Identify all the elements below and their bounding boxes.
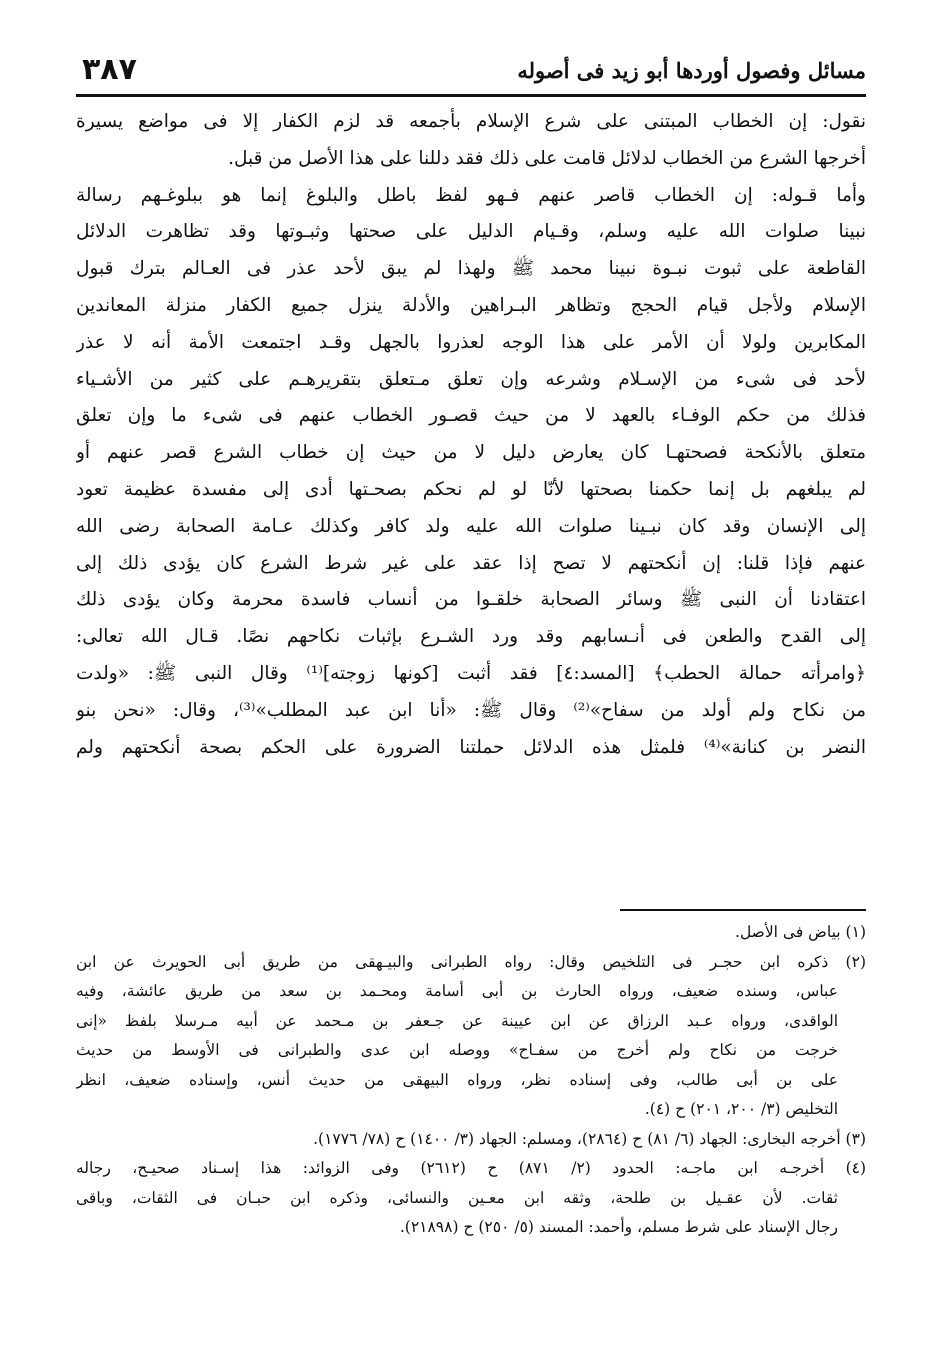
footnote-line: (٣) أخرجه البخارى: الجهاد (٦/ ٨١) ح (٢٨٦٤)، ومسلم: الجهاد (٣/ ١٤٠٠) ح (٧٨/ ١٧٧٦). bbox=[313, 1129, 866, 1148]
body-text-line: عنهم فإذا قلنا: إن أنكحتهم لا تصح إذا عقد على غير شرط الشرع كان يؤدى ذلك إلى bbox=[76, 552, 866, 574]
body-text-line: فذلك من حكم الوفـاء بالعهد لا من حيث قصـور الخطاب عنهم فى شىء ما وإن تعلق bbox=[76, 405, 866, 427]
main-text bbox=[76, 104, 866, 766]
body-text-line: لأحد فى شىء من الإسـلام وشرعه وإن تعلق مـتعلق بتقريرهـم على كثير من الأشـياء bbox=[76, 368, 866, 390]
footnote-line: (٢) ذكره ابن حجـر فى التلخيص وقال: رواه الطبرانى والبيـهقى من طريق أبى الحويرث عن ابن bbox=[76, 952, 866, 971]
body-text-line: نقول: إن الخطاب المبتنى على شرع الإسلام بأجمعه قد لزم الكفار إلا فى مواضع يسيرة bbox=[76, 111, 866, 132]
body-text-line: من نكاح ولم أولد من سفاح»⁽²⁾ وقال ﷺ: «أنا ابن عبد المطلب»⁽³⁾، وقال: «نحن بنو bbox=[76, 699, 866, 721]
body-text-line: الإسلام ولأجل قيام الحجج وتظاهر البـراهين والأدلة ينزل جميع الكفار منزلة المعاندين bbox=[76, 294, 866, 316]
footnote-line: رجال الإسناد على شرط مسلم، وأحمد: المسند (٥/ ٢٥٠) ح (٢١٨٩٨). bbox=[399, 1218, 838, 1236]
body-text-line: متعلق بالأنكحة فصحتهـا كان يعارض دليل لا من حيث إن خطاب الشرع قصر عنهم أو bbox=[76, 442, 866, 464]
running-title: مسائل وفصول أوردها أبو زيد فى أصوله bbox=[517, 58, 866, 83]
footnote-separator bbox=[620, 909, 866, 911]
footnotes bbox=[76, 918, 866, 1243]
body-text-line: ﴿وامرأته حمالة الحطب﴾ [المسد:٤] فقد أثبت [كونها زوجته]⁽¹⁾ وقال النبى ﷺ: «ولدت bbox=[76, 662, 866, 684]
footnote-line: التخليص (٣/ ٢٠٠، ٢٠١) ح (٤). bbox=[644, 1100, 838, 1118]
footnote-line: (٤) أخرجـه ابن ماجـه: الحدود (٢/ ٨٧١) ح (٢٦١٢) وفى الزوائد: هذا إسـناد صحيـح، رجاله bbox=[76, 1159, 866, 1177]
footnote-line: على بن أبى طالب، وفى إسناده نظر، ورواه البيهقى من حديث أنس، وإسناده ضعيف، انظر bbox=[76, 1070, 838, 1089]
body-text-line: القاطعة على ثبوت نبـوة نبينا محمد ﷺ ولهذا لم يبق لأحد عذر فى العـالم بترك قبول bbox=[76, 258, 866, 280]
footnote-line: الواقدى، ورواه عـبد الرزاق عن ابن عيينة عن جـعفر بن مـحمد عن أبيه مـرسلا بلفظ «إنى bbox=[76, 1011, 838, 1030]
body-text-line: لم يبلغهم بل إنما حكمنا بصحتها لأنّا لو لم نحكم بصحـتها أدى إلى مفسدة عظيمة تعود bbox=[76, 478, 866, 500]
body-text-line: أخرجها الشرع من الخطاب لدلائل قامت على ذلك فقد دللنا على هذا الأصل من قبل. bbox=[228, 147, 866, 169]
footnote-line: ثقات. لأن عقـيل بن طلحة، وثقه ابن معـين والنسائى، وذكره ابن حبـان فى الثقات، وباقى bbox=[76, 1188, 838, 1207]
body-text-line: اعتقادنا أن النبى ﷺ وسائر الصحابة خلقـوا من أنساب فاسدة محرمة وكان يؤدى ذلك bbox=[76, 589, 866, 611]
footnote-line: خرجت من نكاح ولم أخرج من سفـاح» ووصله ابن عدى والطبرانى فى الأوسط من حديث bbox=[76, 1041, 838, 1059]
body-text-line: النضر بن كنانة»⁽⁴⁾ فلمثل هذه الدلائل حملتنا الضرورة على الحكم بصحة أنكحتهم ولم bbox=[76, 736, 866, 758]
page-header bbox=[76, 50, 866, 97]
body-text-line: إلى الإنسان وقد كان نبـينا صلوات الله عليه ولد كافر وكذلك عـامة الصحابة رضى الله bbox=[76, 515, 866, 537]
footnote-line: (١) بياض فى الأصل. bbox=[735, 923, 866, 941]
body-text-line: المكابرين ولولا أن الأمر على هذا الوجه لعذروا بالجهل وقـد اجتمعت الأمة أنه لا عذر bbox=[76, 331, 866, 353]
body-text-line: نبينا صلوات الله عليه وسلم، وقـيام الدليل على صحتها وثبـوتها وقد تظاهرت الدلائل bbox=[76, 221, 866, 243]
page-number: ٣٨٧ bbox=[82, 52, 137, 87]
body-text-line: إلى القدح والطعن فى أنـسابهم وقد ورد الشـرع بإثبات نكاحهم نصًا. قـال الله تعالى: bbox=[76, 626, 866, 648]
footnote-line: عباس، وسنده ضعيف، ورواه الحارث بن أبى أسامة ومحـمد بن سعد من طريق عائشة، وفيه bbox=[76, 982, 838, 1000]
body-text-line: وأما قـوله: إن الخطاب قاصر عنهم فـهو لفظ باطل والبلوغ إنما هو ببلوغـهم رسالة bbox=[76, 184, 866, 206]
